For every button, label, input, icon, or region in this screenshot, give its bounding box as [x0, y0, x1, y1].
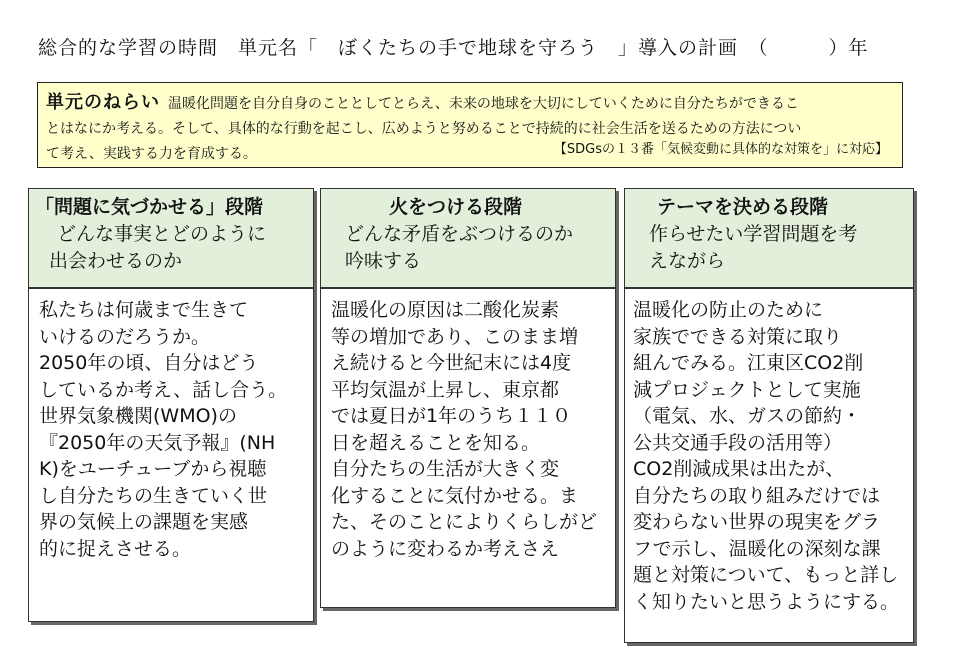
stage-3-title: テーマを決める段階 — [657, 196, 829, 218]
stage-3-body-line: 温暖化の防止のために — [633, 299, 824, 321]
stage-2-body-line: え続けると今世紀末には4度 — [331, 352, 572, 374]
unit-aim-line-2: とはなにか考える。そして、具体的な行動を起こし、広めようと努めることで持続的に社会生活を送るための方法につい — [46, 121, 802, 137]
stage-1-body-line: 世界気象機関(WMO)の — [39, 405, 237, 427]
stage-1-body-line: 的に捉えさせる。 — [39, 537, 192, 560]
stage-2-subtitle-line-1: どんな矛盾をぶつけるのか — [345, 223, 574, 245]
stage-3-body-line: 公共交通手段の活用等） — [633, 431, 843, 454]
stage-1-body-line: し自分たちの生きていく世 — [39, 484, 268, 507]
stage-1-header — [28, 188, 314, 288]
stage-1-body-line: 界の気候上の課題を実感 — [39, 511, 249, 533]
stage-2-body-line: た、そのことによりくらしがど — [331, 511, 598, 533]
unit-aim-line-1 — [46, 90, 896, 117]
stage-2-header — [320, 188, 616, 288]
stage-3-body-line: （電気、水、ガスの節約・ — [633, 405, 862, 427]
stage-2-subtitle-line-2: 吟味する — [345, 250, 422, 272]
stage-2-body — [320, 288, 616, 608]
stage-1-subtitle-line-1: どんな事実とどのように — [57, 223, 267, 245]
unit-aim-text: 温暖化問題を自分自身のこととしてとらえ、未来の地球を大切にしていくために自分たちができるこ — [168, 96, 799, 112]
stage-2-body-line: のように変わるか考えさえ — [331, 537, 560, 560]
stage-3-header — [624, 188, 914, 288]
stage-3-body-line: 組んでみる。江東区CO2削 — [633, 352, 864, 374]
stage-1-body-line: 私たちは何歳まで生きて — [39, 299, 249, 321]
stage-3-body-line: 題と対策について、もっと詳し — [633, 564, 899, 586]
stage-2-body-line: 化することに気付かせる。ま — [331, 484, 579, 507]
stage-2-body-line: 平均気温が上昇し、東京都 — [331, 378, 560, 401]
stage-1-body-line: 『2050年の天気予報』(NH — [39, 431, 276, 454]
stage-2-body-line: 自分たちの生活が大きく変 — [331, 458, 560, 480]
stage-3-body-line: 自分たちの取り組みだけでは — [633, 484, 881, 507]
stage-3-body-line: く知りたいと思うようにする。 — [633, 590, 900, 613]
stage-1-body-line: いけるのだろうか。 — [39, 325, 211, 348]
unit-aim-box — [37, 82, 903, 168]
unit-aim-heading: 単元のねらい — [46, 92, 160, 113]
stage-3-body-line: 家族でできる対策に取り — [633, 325, 843, 348]
stage-3-body-line: フで示し、温暖化の深刻な課 — [633, 537, 881, 560]
stage-3-body-line: 減プロジェクトとして実施 — [633, 378, 861, 401]
stage-3-body-line: CO2削減成果は出たが、 — [633, 458, 845, 480]
stage-2-body-line: 温暖化の原因は二酸化炭素 — [331, 299, 560, 321]
stage-3-body — [624, 288, 914, 643]
stage-2-body-line: 日を超えることを知る。 — [331, 431, 541, 454]
stage-3-subtitle-line-1: 作らせたい学習問題を考 — [649, 223, 858, 245]
stage-3-body-line: 変わらない世界の現実をグラ — [633, 511, 881, 533]
stage-2-body-line: 等の増加であり、このまま増 — [331, 325, 579, 348]
unit-aim-line-3: て考え、実践する力を育成する。 — [46, 146, 257, 162]
stage-2-body-line: では夏日が1年のうち１１０ — [331, 405, 572, 427]
stage-2-title: 火をつける段階 — [389, 196, 523, 218]
page-title: 総合的な学習の時間 単元名「 ぼくたちの手で地球を守ろう 」導入の計画 （ ）年 — [38, 37, 869, 59]
stage-1-body-line: K)をユーチューブから視聴 — [39, 458, 267, 480]
sdgs-note: 【SDGsの１３番「気候変動に具体的な対策を」に対応】 — [553, 142, 888, 157]
stage-3-subtitle-line-2: えながら — [649, 250, 726, 272]
stage-1-subtitle-line-2: 出会わせるのか — [49, 250, 183, 272]
stage-1-body — [28, 288, 314, 622]
stage-1-title: 「問題に気づかせる」段階 — [35, 196, 264, 218]
stage-1-body-line: しているか考え、話し合う。 — [39, 378, 288, 401]
stage-1-body-line: 2050年の頃、自分はどう — [39, 352, 259, 374]
